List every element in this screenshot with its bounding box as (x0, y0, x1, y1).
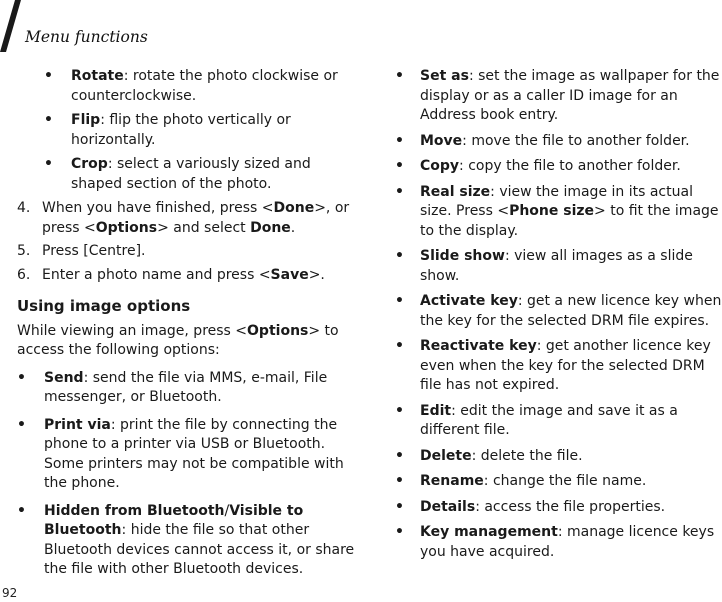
option-copy (395, 157, 722, 177)
option-details (395, 498, 722, 518)
option-slide-show (395, 247, 722, 286)
bullet-dot: • (44, 112, 53, 128)
option-term: Edit (420, 402, 452, 419)
option-term: Set as (420, 68, 469, 84)
option-desc: : hide the file so that other Bluetooth devices cannot access it, or share the file with other Bluetooth devices. (44, 522, 355, 577)
bullet-dot: • (395, 498, 404, 515)
page-header-title: Menu functions (25, 28, 148, 46)
bullet-dot: • (395, 473, 404, 489)
option-term: Send (44, 369, 84, 386)
option-edit (395, 402, 722, 441)
left-column (17, 67, 355, 588)
option-desc: : view the image in its actual size. Press < (420, 183, 693, 219)
section-intro (17, 322, 355, 361)
right-column (395, 67, 722, 568)
option-term: Move (420, 132, 463, 149)
option-desc: : edit the image and save it as a different file. (420, 402, 678, 438)
option-set-as (395, 67, 722, 126)
option-term: Hidden from Bluetooth (44, 502, 225, 519)
option-desc: : move the file to another folder. (462, 132, 690, 149)
step-text: Press [Centre]. (42, 243, 146, 259)
option-desc: : access the file properties. (475, 498, 666, 515)
option-move (395, 132, 722, 152)
key-label: Options (247, 322, 309, 339)
option-term: Real size (420, 183, 491, 200)
bullet-dot: • (44, 156, 53, 172)
step-text: >. (308, 266, 325, 283)
step-number: 6. (17, 266, 31, 283)
bullet-dot: • (395, 183, 404, 200)
bullet-dot: • (395, 402, 404, 419)
option-separator: / (224, 502, 230, 519)
option-desc: : rotate the photo clockwise or counterclockwise. (71, 68, 338, 104)
option-term: Rotate (71, 68, 124, 84)
key-label: Done (250, 219, 291, 236)
sub-bullet-flip (17, 111, 355, 150)
option-desc: : manage licence keys you have acquired. (420, 524, 715, 560)
option-activate-key (395, 292, 722, 331)
option-term: Visible to Bluetooth (44, 502, 304, 538)
bullet-dot: • (395, 447, 404, 464)
option-desc: : select a variously sized and shaped section of the photo. (71, 156, 311, 192)
option-term: Rename (420, 473, 484, 489)
option-reactivate-key (395, 337, 722, 396)
option-send (17, 369, 355, 408)
option-desc: : set the image as wallpaper for the display or as a caller ID image for an Address book entry. (420, 68, 720, 123)
option-desc: : get another licence key even when the key for the selected DRM file has not expired. (420, 338, 711, 393)
option-desc: > to fit the image to the display. (420, 203, 719, 239)
bullet-dot: • (395, 132, 404, 149)
option-real-size (395, 183, 722, 242)
bullet-dot: • (17, 369, 26, 386)
option-term: Delete (420, 447, 472, 464)
step-4 (17, 199, 355, 238)
option-term: Copy (420, 158, 460, 174)
option-term: Print via (44, 416, 111, 433)
sub-bullet-rotate (17, 67, 355, 106)
key-label: Done (273, 200, 315, 216)
option-rename (395, 472, 722, 492)
option-term: Activate key (420, 293, 518, 309)
intro-text: While viewing an image, press < (17, 322, 248, 339)
step-text: Enter a photo name and press < (42, 266, 271, 283)
option-term: Details (420, 498, 476, 515)
step-text: When you have finished, press < (42, 200, 274, 216)
bullet-dot: • (44, 68, 53, 84)
option-delete (395, 447, 722, 467)
step-text: >, or press < (42, 200, 350, 236)
option-desc: : flip the photo vertically or horizontally. (71, 112, 291, 148)
option-term: Crop (71, 156, 108, 172)
bullet-dot: • (395, 524, 404, 540)
option-desc: : view all images as a slide show. (420, 248, 693, 284)
key-label: Options (95, 219, 158, 236)
option-term: Key management (420, 524, 558, 540)
header-bar-decoration (0, 0, 22, 52)
bullet-dot: • (395, 68, 404, 84)
option-term: Slide show (420, 248, 505, 264)
key-label: Save (270, 266, 309, 283)
option-print-via (17, 416, 355, 494)
step-5 (17, 242, 355, 262)
step-6 (17, 266, 355, 286)
option-hidden-visible-bluetooth (17, 502, 355, 580)
intro-text: > to access the following options: (17, 322, 339, 358)
bullet-dot: • (395, 158, 404, 174)
step-text: > and select (157, 219, 251, 236)
option-term: Flip (71, 112, 101, 128)
option-desc: : get a new licence key when the key for the selected DRM file expires. (420, 293, 722, 329)
bullet-dot: • (17, 416, 26, 433)
page-number: 92 (2, 586, 18, 600)
option-desc: : copy the file to another folder. (459, 158, 681, 174)
option-desc: : send the file via MMS, e-mail, File messenger, or Bluetooth. (44, 369, 328, 405)
key-label: Phone size (509, 203, 595, 219)
bullet-dot: • (395, 248, 404, 264)
option-term: Reactivate key (420, 338, 537, 354)
option-desc: : delete the file. (471, 447, 583, 464)
bullet-dot: • (17, 502, 26, 519)
bullet-dot: • (395, 338, 404, 354)
step-number: 5. (17, 243, 31, 259)
option-desc: : change the file name. (483, 473, 647, 489)
step-text: . (290, 219, 296, 236)
option-desc: : print the file by connecting the phone to a printer via USB or Bluetooth. Some printers may not be compatible with the phone. (44, 416, 344, 491)
step-number: 4. (17, 200, 31, 216)
section-title: Using image options (17, 297, 191, 315)
option-key-management (395, 523, 722, 562)
sub-bullet-crop (17, 155, 355, 194)
bullet-dot: • (395, 293, 404, 309)
